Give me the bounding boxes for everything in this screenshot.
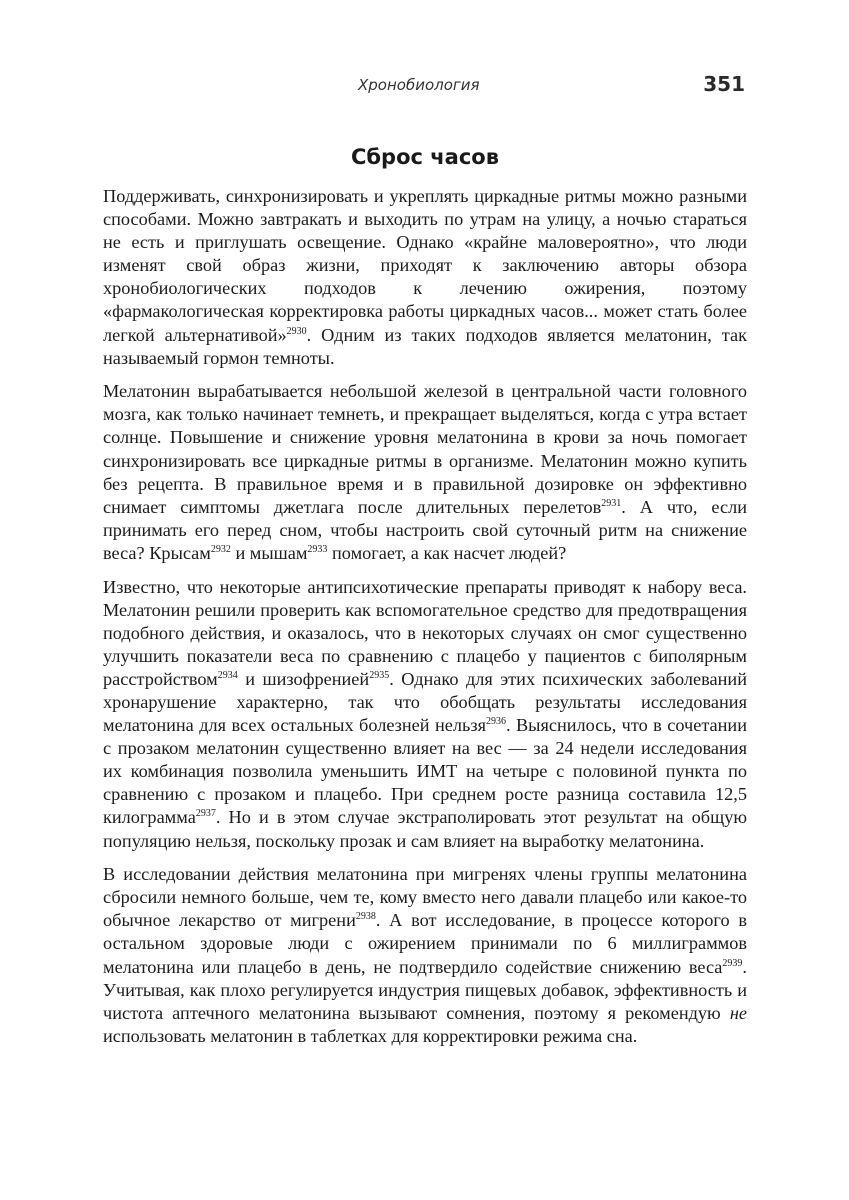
text-run: и мышам bbox=[230, 542, 308, 563]
footnote-ref: 2939 bbox=[722, 957, 743, 969]
footnote-ref: 2932 bbox=[210, 543, 231, 555]
body-text bbox=[103, 185, 747, 1058]
footnote-ref: 2931 bbox=[601, 497, 622, 509]
emphasis: не bbox=[729, 1002, 747, 1023]
chapter-title: Сброс часов bbox=[350, 145, 500, 169]
page-number: 351 bbox=[703, 72, 745, 96]
paragraph bbox=[103, 185, 747, 370]
text-run: . Одним из таких подходов является мелатонин, так называемый гормон темноты. bbox=[103, 324, 747, 368]
running-header bbox=[103, 72, 747, 102]
footnote-ref: 2934 bbox=[217, 669, 238, 681]
text-run: . А что, если принимать его перед сном, чтобы настроить свой суточный ритм на снижение веса? Крысам bbox=[103, 496, 747, 563]
text-run: Поддерживать, синхронизировать и укреплять циркадные ритмы можно разными способами. Можно завтракать и выходить по утрам на улицу, а ночью стараться не есть и приглушать освещение. Однако «крайне маловероятно», что люди изменят свой образ жизни, приходят к заключению авторы обзора хронобиологических подходов к лечению ожирения, поэтому «фармакологическая корректировка работы циркадных часов... может стать более легкой альтернативой» bbox=[103, 186, 747, 345]
text-run: и шизофренией bbox=[237, 668, 370, 689]
footnote-ref: 2935 bbox=[369, 669, 390, 681]
paragraph bbox=[103, 380, 747, 565]
text-run: . Однако для этих психических заболеваний хронарушение характерно, так что обобщать результаты исследования мелатонина для всех остальных болезней нельзя bbox=[103, 668, 747, 736]
paragraph bbox=[103, 863, 747, 1048]
footnote-ref: 2930 bbox=[286, 325, 307, 337]
footnote-ref: 2937 bbox=[195, 808, 216, 820]
paragraph bbox=[103, 576, 747, 853]
footnote-ref: 2933 bbox=[307, 543, 328, 555]
text-run: Известно, что некоторые антипсихотические препараты приводят к набору веса. Мелатонин решили проверить как вспомогательное средство для предотвращения подобного действия, и оказалось, что в некоторых случаях он смог существенно улучшить показатели веса по сравнению с плацебо у пациентов с биполярным расстройством bbox=[103, 576, 747, 689]
footnote-ref: 2936 bbox=[485, 716, 506, 728]
text-run: . Но и в этом случае экстраполировать этот результат на общую популяцию нельзя, поскольку прозак и сам влияет на выработку мелатонина. bbox=[103, 807, 747, 851]
text-run: Мелатонин вырабатывается небольшой железой в центральной части головного мозга, как только начинает темнеть, и прекращает выделяться, когда с утра встает солнце. Повышение и снижение уровня мелатонина в крови за ночь помогает синхронизировать все циркадные ритмы в организме. Мелатонин можно купить без рецепта. В правильное время и в правильной дозировке он эффективно снимает симптомы джетлага после длительных перелетов bbox=[103, 381, 747, 517]
text-run: использовать мелатонин в таблетках для корректировки режима сна. bbox=[103, 1025, 638, 1046]
section-name: Хронобиология bbox=[358, 76, 480, 94]
text-run: . Выяснилось, что в сочетании с прозаком мелатонин существенно влияет на вес — за 24 недели исследования их комбинация позволила уменьшить ИМТ на четыре с половиной пункта по сравнению с прозаком и плацебо. При среднем росте разница составила 12,5 килограмма bbox=[103, 715, 747, 828]
text-run: помогает, а как насчет людей? bbox=[327, 542, 567, 563]
text-run: . Учитывая, как плохо регулируется индустрия пищевых добавок, эффективность и чистота аптечного мелатонина вызывают сомнения, поэтому я рекомендую bbox=[103, 956, 747, 1023]
text-run: В исследовании действия мелатонина при мигренях члены группы мелатонина сбросили немного больше, чем те, кому вместо него давали плацебо или какое-то обычное лекарство от мигрени bbox=[103, 864, 747, 931]
footnote-ref: 2938 bbox=[355, 911, 376, 923]
text-run: . А вот исследование, в процессе которого в остальном здоровые люди с ожирением принимали по 6 миллиграммов мелатонина или плацебо в день, не подтвердило содействие снижению веса bbox=[103, 910, 747, 977]
